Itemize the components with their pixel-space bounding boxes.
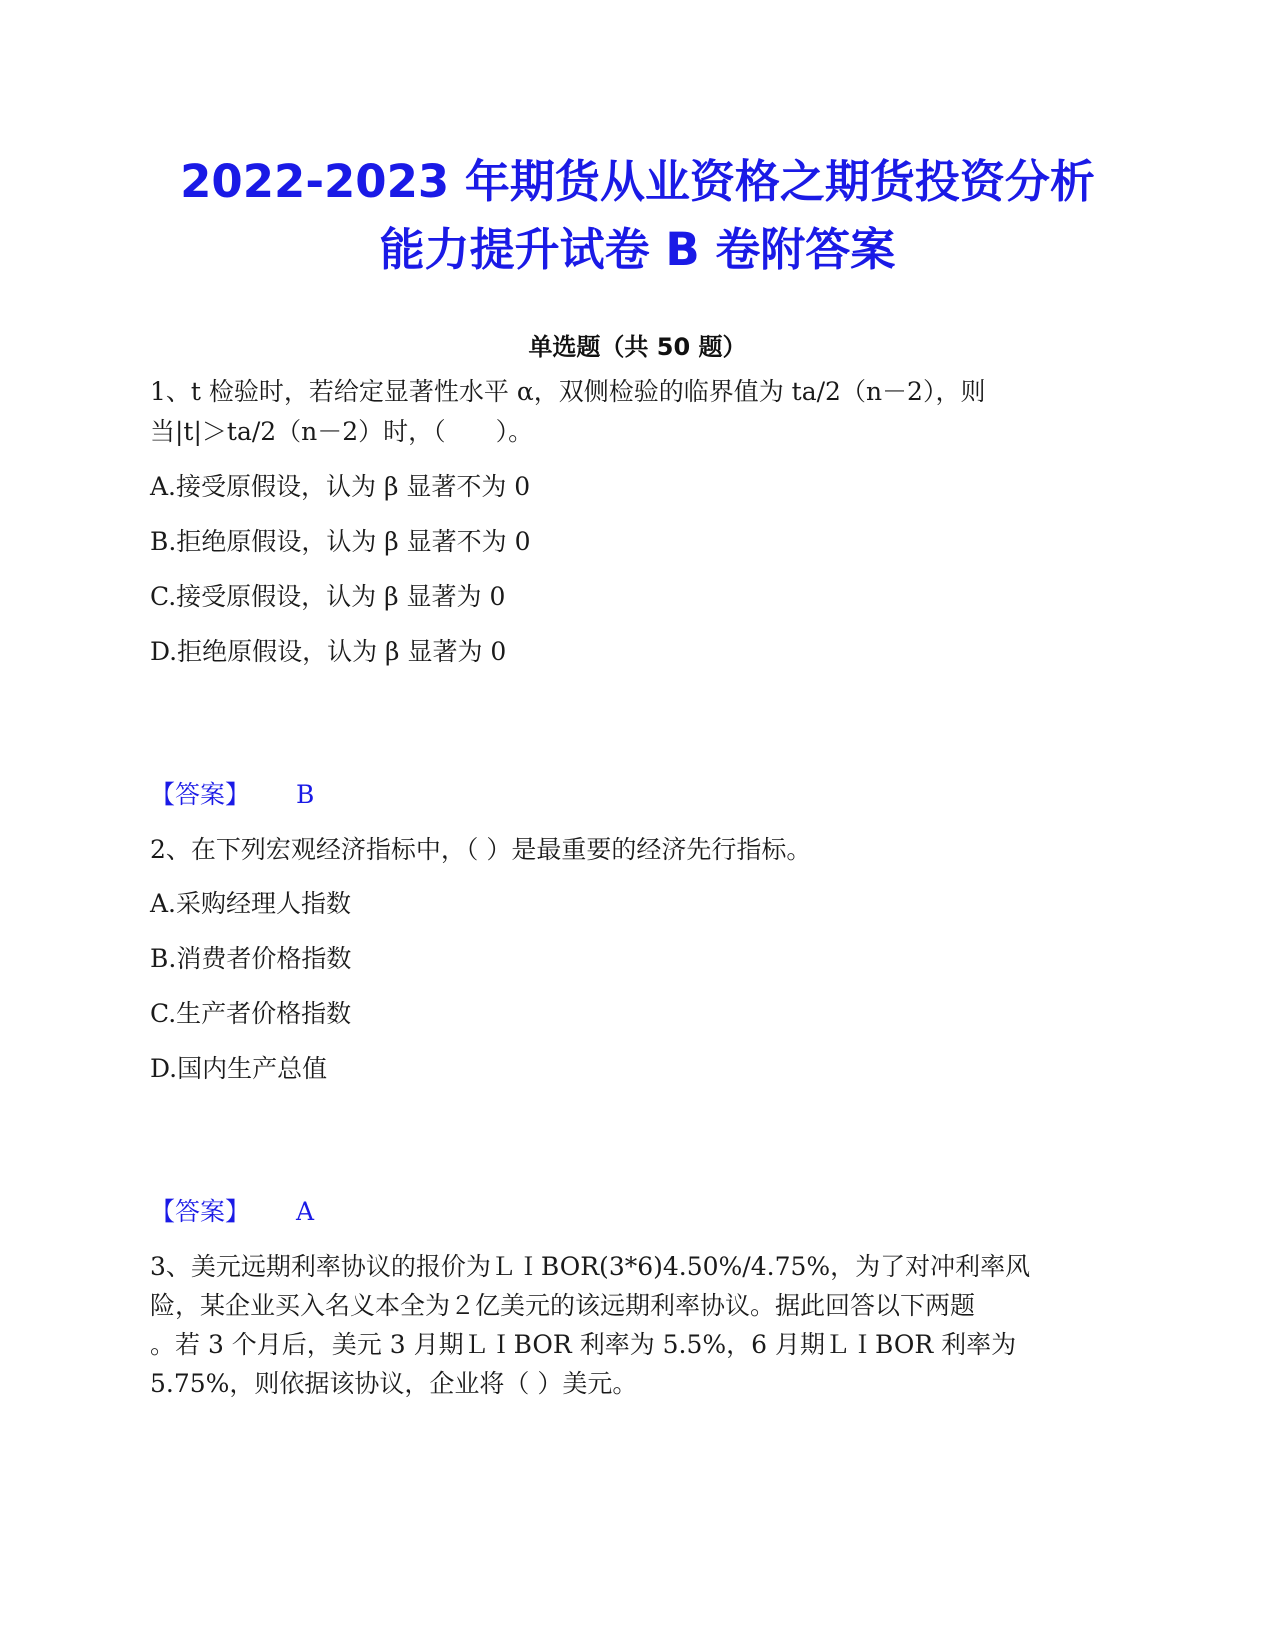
question-3-stem-line-1: 3、美元远期利率协议的报价为ＬＩBOR(3*6)4.50%/4.75%，为了对冲利率风 bbox=[150, 1252, 1031, 1281]
question-2-stem-line-1: 2、在下列宏观经济指标中，（ ）是最重要的经济先行指标。 bbox=[150, 835, 812, 864]
section-heading: 单选题（共 50 题） bbox=[528, 333, 747, 361]
question-1-option-c: C.接受原假设，认为 β 显著为 0 bbox=[150, 582, 506, 611]
answer-value: A bbox=[296, 1197, 315, 1226]
question-2-answer bbox=[150, 1194, 314, 1230]
question-3-stem-line-3: 。若 3 个月后，美元 3 月期ＬＩBOR 利率为 5.5%，6 月期ＬＩBOR 利率为 bbox=[150, 1330, 1017, 1359]
question-1-option-d: D.拒绝原假设，认为 β 显著为 0 bbox=[150, 637, 507, 666]
document-title-line-1: 2022-2023 年期货从业资格之期货投资分析 bbox=[180, 155, 1095, 208]
question-2-option-b: B.消费者价格指数 bbox=[150, 944, 352, 973]
question-2-option-c: C.生产者价格指数 bbox=[150, 999, 352, 1028]
question-2-option-a: A.采购经理人指数 bbox=[150, 889, 352, 918]
answer-value: B bbox=[296, 780, 315, 809]
answer-label: 【答案】 bbox=[150, 780, 251, 809]
question-1-stem-line-1: 1、t 检验时，若给定显著性水平 α，双侧检验的临界值为 ta/2（n－2），则 bbox=[150, 377, 986, 406]
question-1-answer bbox=[150, 777, 314, 813]
question-1-stem-line-2: 当|t|＞ta/2（n－2）时，（ ）。 bbox=[150, 417, 534, 446]
question-1-option-b: B.拒绝原假设，认为 β 显著不为 0 bbox=[150, 527, 531, 556]
question-2-option-d: D.国内生产总值 bbox=[150, 1054, 328, 1083]
document-title-line-2: 能力提升试卷 B 卷附答案 bbox=[379, 223, 896, 276]
question-1-option-a: A.接受原假设，认为 β 显著不为 0 bbox=[150, 472, 531, 501]
question-3-stem-line-4: 5.75%，则依据该协议，企业将（ ）美元。 bbox=[150, 1369, 638, 1398]
answer-label: 【答案】 bbox=[150, 1197, 251, 1226]
question-3-stem-line-2: 险，某企业买入名义本全为２亿美元的该远期利率协议。据此回答以下两题 bbox=[150, 1291, 976, 1320]
